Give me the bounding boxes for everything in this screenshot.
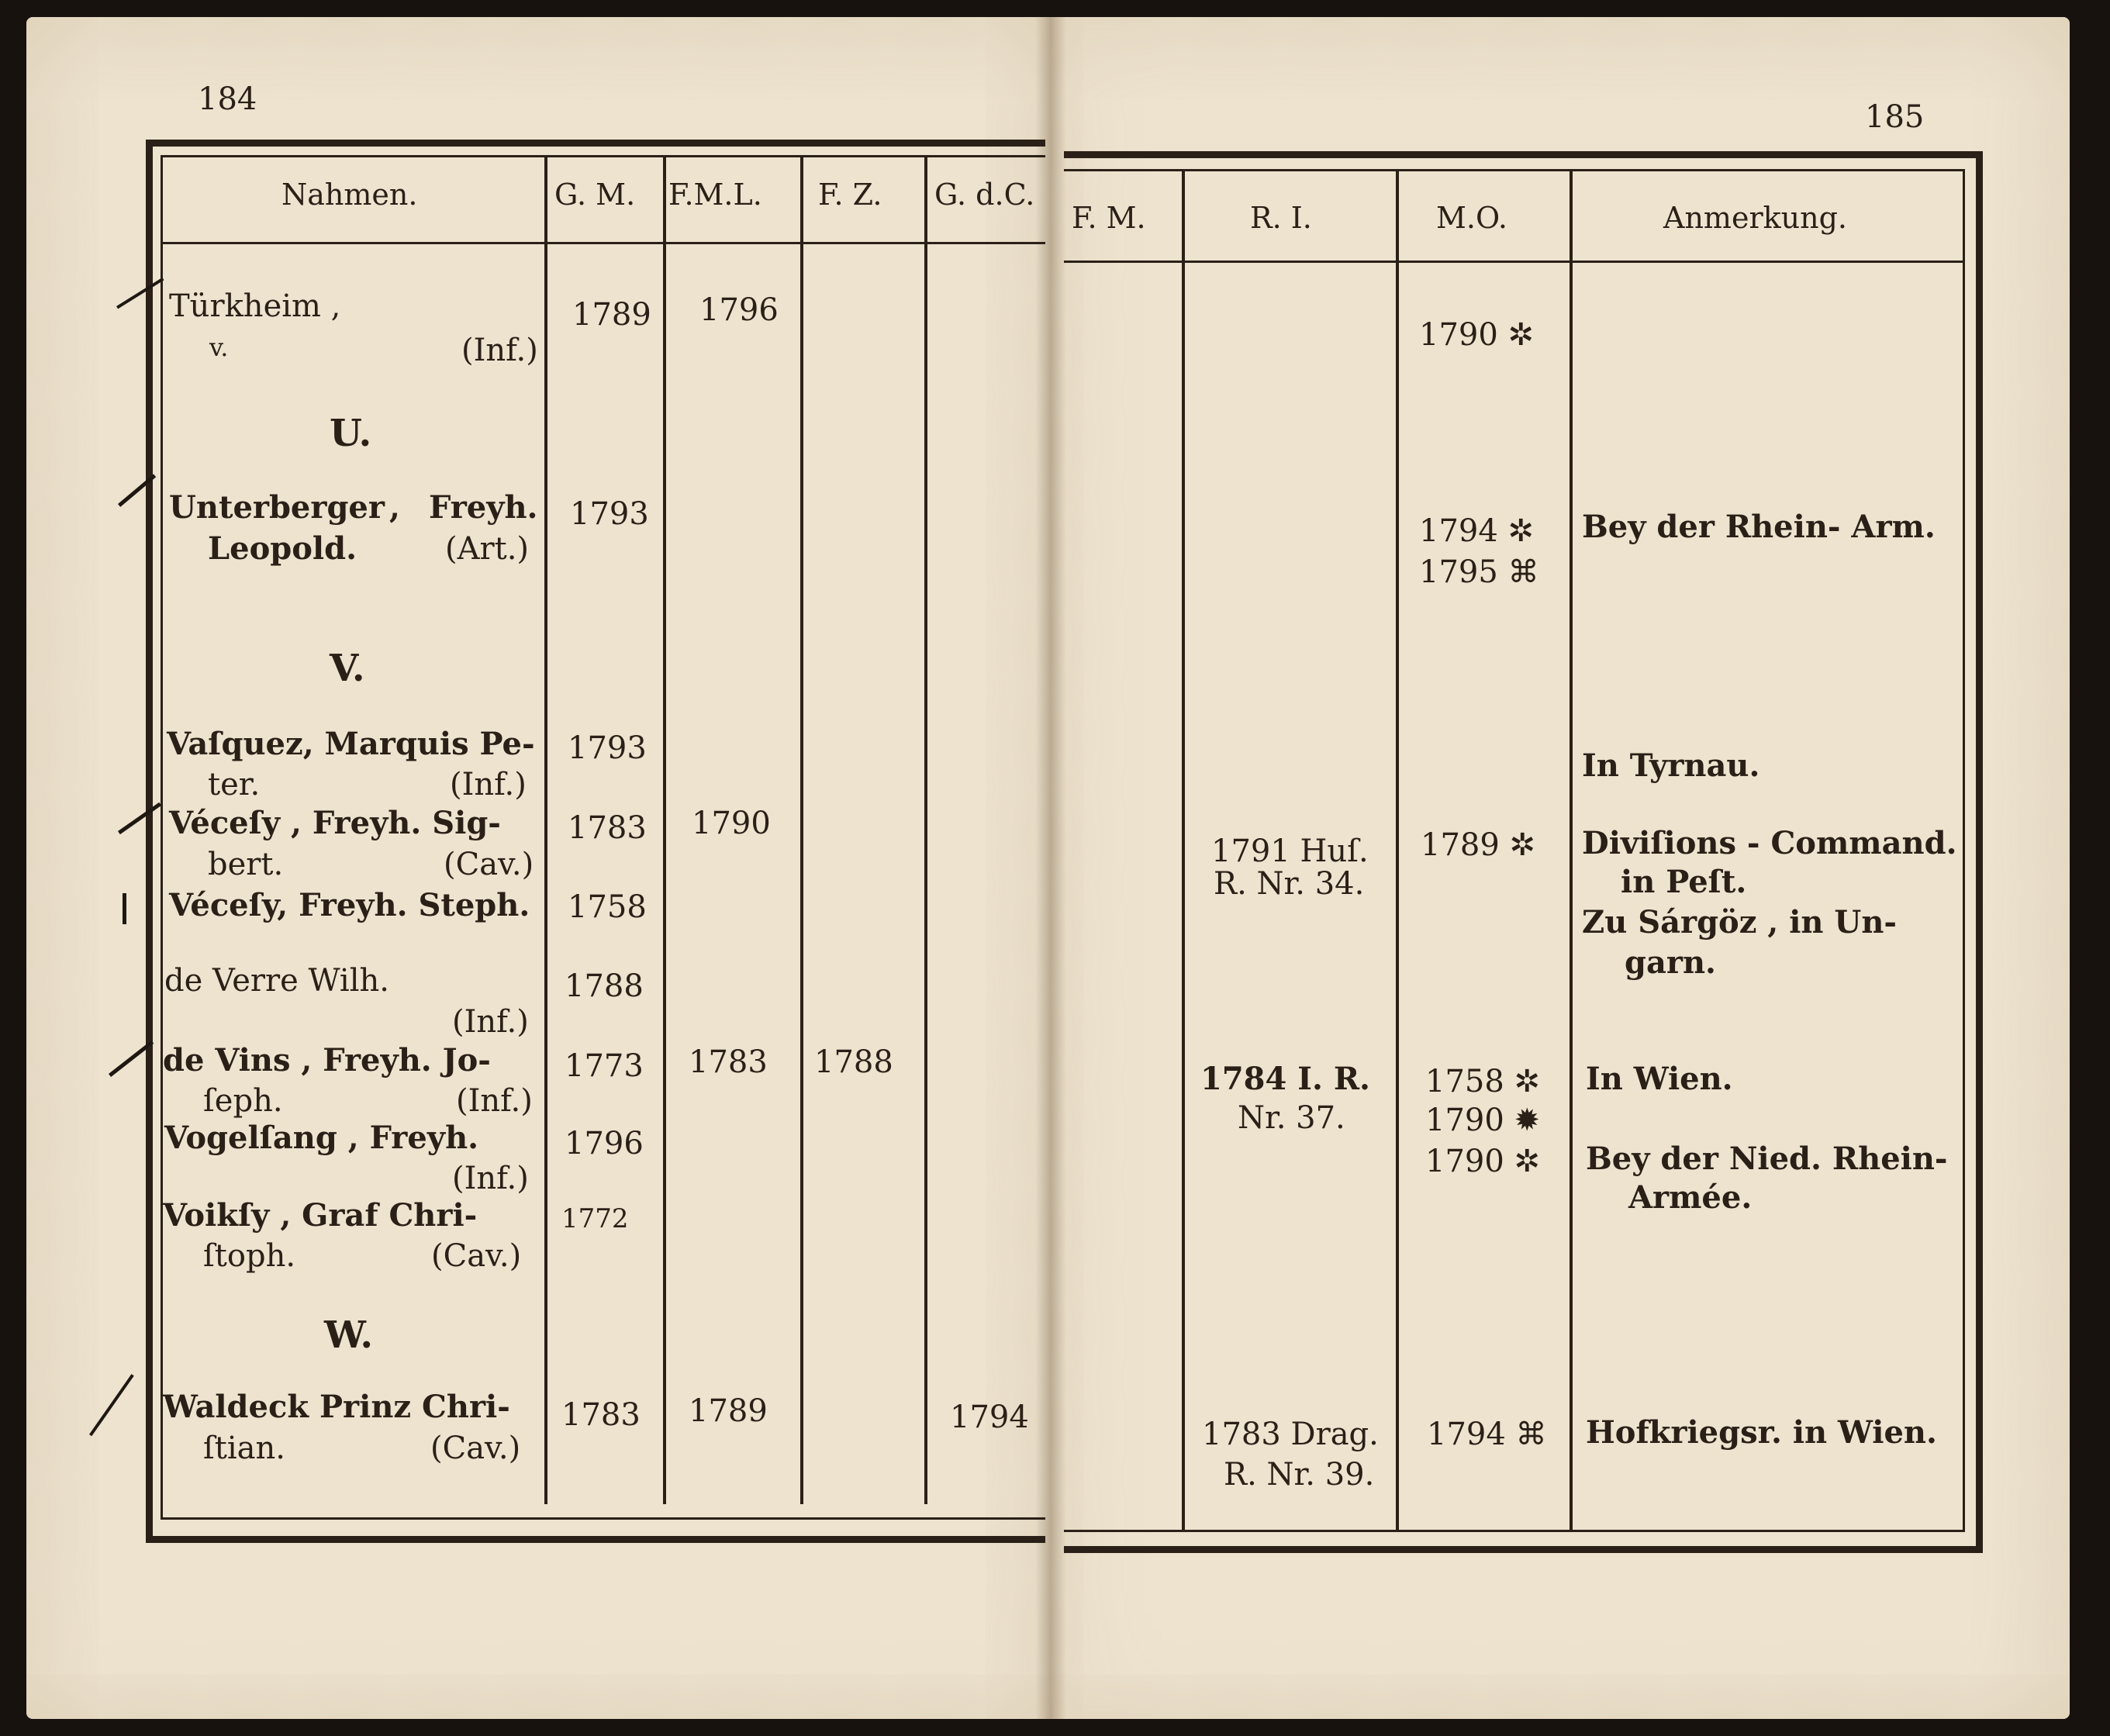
mo-year: 1758 ✲ <box>1425 1064 1541 1099</box>
header-fm: F. M. <box>1072 201 1146 235</box>
note-text: In Tyrnau. <box>1582 747 1760 784</box>
header-fz: F. Z. <box>818 178 882 212</box>
gm-year: 1783 <box>568 810 647 846</box>
fz-year: 1788 <box>814 1044 893 1080</box>
right-col-divider <box>1182 169 1185 1530</box>
header-gdc: G. d.C. <box>934 178 1035 212</box>
pencil-tick-mark <box>123 893 126 924</box>
gdc-year: 1794 <box>950 1399 1029 1435</box>
right-col-divider <box>1396 169 1399 1530</box>
entry-name: de Verre Wilh. <box>164 963 389 999</box>
entry-name: Türkheim , <box>169 288 341 324</box>
entry-name: Vogelſang , Freyh. <box>164 1120 479 1156</box>
entry-name: de Vins , Freyh. Jo- <box>163 1042 491 1079</box>
gm-year: 1793 <box>570 496 649 532</box>
gm-year: 1789 <box>572 297 651 333</box>
left-col-divider <box>544 155 547 1504</box>
mo-year: 1794 ✲ <box>1419 513 1535 549</box>
note-text-cont: in Peſt. <box>1621 864 1747 900</box>
entry-branch: (Art.) <box>445 531 530 567</box>
entry-branch: (Cav.) <box>444 847 534 882</box>
gm-year: 1793 <box>568 730 647 766</box>
ri-text: Nr. 37. <box>1238 1100 1345 1136</box>
gm-year: 1758 <box>568 889 647 925</box>
entry-name: Waldeck Prinz Chri- <box>163 1389 510 1425</box>
right-header-rule <box>1064 261 1965 263</box>
entry-branch: (Cav.) <box>430 1431 521 1466</box>
note-text: Diviſions - Command. <box>1582 825 1957 861</box>
entry-name: Véceſy , Freyh. Sig- <box>169 805 501 841</box>
ri-text: 1784 I. R. <box>1200 1061 1370 1097</box>
fml-year: 1789 <box>689 1393 768 1429</box>
section-letter-w: W. <box>324 1313 374 1357</box>
note-text: Zu Sárgöz , in Un- <box>1582 904 1897 940</box>
left-col-divider <box>800 155 803 1504</box>
mo-year: 1789 ✲ <box>1421 827 1536 863</box>
ri-text: 1783 Drag. <box>1202 1417 1379 1452</box>
gm-year: 1772 <box>561 1203 629 1234</box>
mo-year: 1795 ⌘ <box>1419 554 1539 590</box>
note-text-cont: Armée. <box>1628 1179 1753 1216</box>
note-text: In Wien. <box>1586 1061 1733 1097</box>
note-text: Hofkriegsr. in Wien. <box>1586 1414 1937 1451</box>
right-page-number: 185 <box>1865 99 1925 135</box>
note-text-cont: garn. <box>1625 944 1716 981</box>
entry-branch: (Inf.) <box>450 767 527 802</box>
entry-name: Unterberger <box>169 489 385 526</box>
fml-year: 1783 <box>689 1044 768 1080</box>
entry-title: Freyh. <box>429 489 538 526</box>
header-gm: G. M. <box>554 178 636 212</box>
entry-branch: (Cav.) <box>431 1238 522 1274</box>
gm-year: 1783 <box>561 1397 641 1433</box>
entry-name-comma: , <box>389 489 400 526</box>
header-name: Nahmen. <box>281 178 418 212</box>
section-letter-u: U. <box>330 412 372 455</box>
right-col-divider <box>1570 169 1573 1530</box>
entry-branch: (Inf.) <box>452 1161 529 1196</box>
entry-name-cont: v. <box>209 333 229 362</box>
note-text: Bey der Rhein- Arm. <box>1582 509 1936 545</box>
ri-text: R. Nr. 34. <box>1214 866 1365 902</box>
header-note: Anmerkung. <box>1663 201 1847 235</box>
header-mo: M.O. <box>1436 201 1507 235</box>
left-header-rule <box>161 242 1045 244</box>
header-ri: R. I. <box>1250 201 1312 235</box>
fml-year: 1790 <box>692 806 771 841</box>
gm-year: 1796 <box>565 1126 644 1161</box>
fml-year: 1796 <box>699 292 779 328</box>
entry-branch: (Inf.) <box>461 333 538 368</box>
entry-name-cont: ſeph. <box>203 1083 283 1119</box>
ri-text: R. Nr. 39. <box>1224 1457 1375 1493</box>
entry-name-cont: ſtoph. <box>203 1238 296 1274</box>
mo-year: 1790 ✲ <box>1419 317 1535 353</box>
mo-year: 1794 ⌘ <box>1427 1417 1547 1452</box>
entry-name-cont: bert. <box>208 847 284 882</box>
entry-name-cont: Leopold. <box>208 530 357 567</box>
left-page-number: 184 <box>198 81 257 117</box>
gm-year: 1788 <box>565 968 644 1004</box>
left-col-divider <box>924 155 927 1504</box>
ri-text: 1791 Huſ. <box>1211 833 1369 869</box>
gm-year: 1773 <box>565 1048 644 1084</box>
section-letter-v: V. <box>330 647 365 690</box>
entry-name: Véceſy, Freyh. Steph. <box>169 887 530 923</box>
header-fml: F.M.L. <box>668 178 762 212</box>
entry-branch: (Inf.) <box>452 1004 529 1040</box>
note-text: Bey der Nied. Rhein- <box>1586 1141 1948 1177</box>
entry-name: Voikſy , Graf Chri- <box>163 1197 478 1234</box>
mo-year: 1790 ✲ <box>1425 1144 1541 1179</box>
entry-name: Vaſquez, Marquis Pe- <box>167 726 535 762</box>
entry-branch: (Inf.) <box>456 1083 533 1119</box>
entry-name-cont: ſtian. <box>203 1431 285 1466</box>
left-col-divider <box>663 155 666 1504</box>
mo-year: 1790 ✹ <box>1425 1103 1541 1138</box>
entry-name-cont: ter. <box>208 767 261 802</box>
